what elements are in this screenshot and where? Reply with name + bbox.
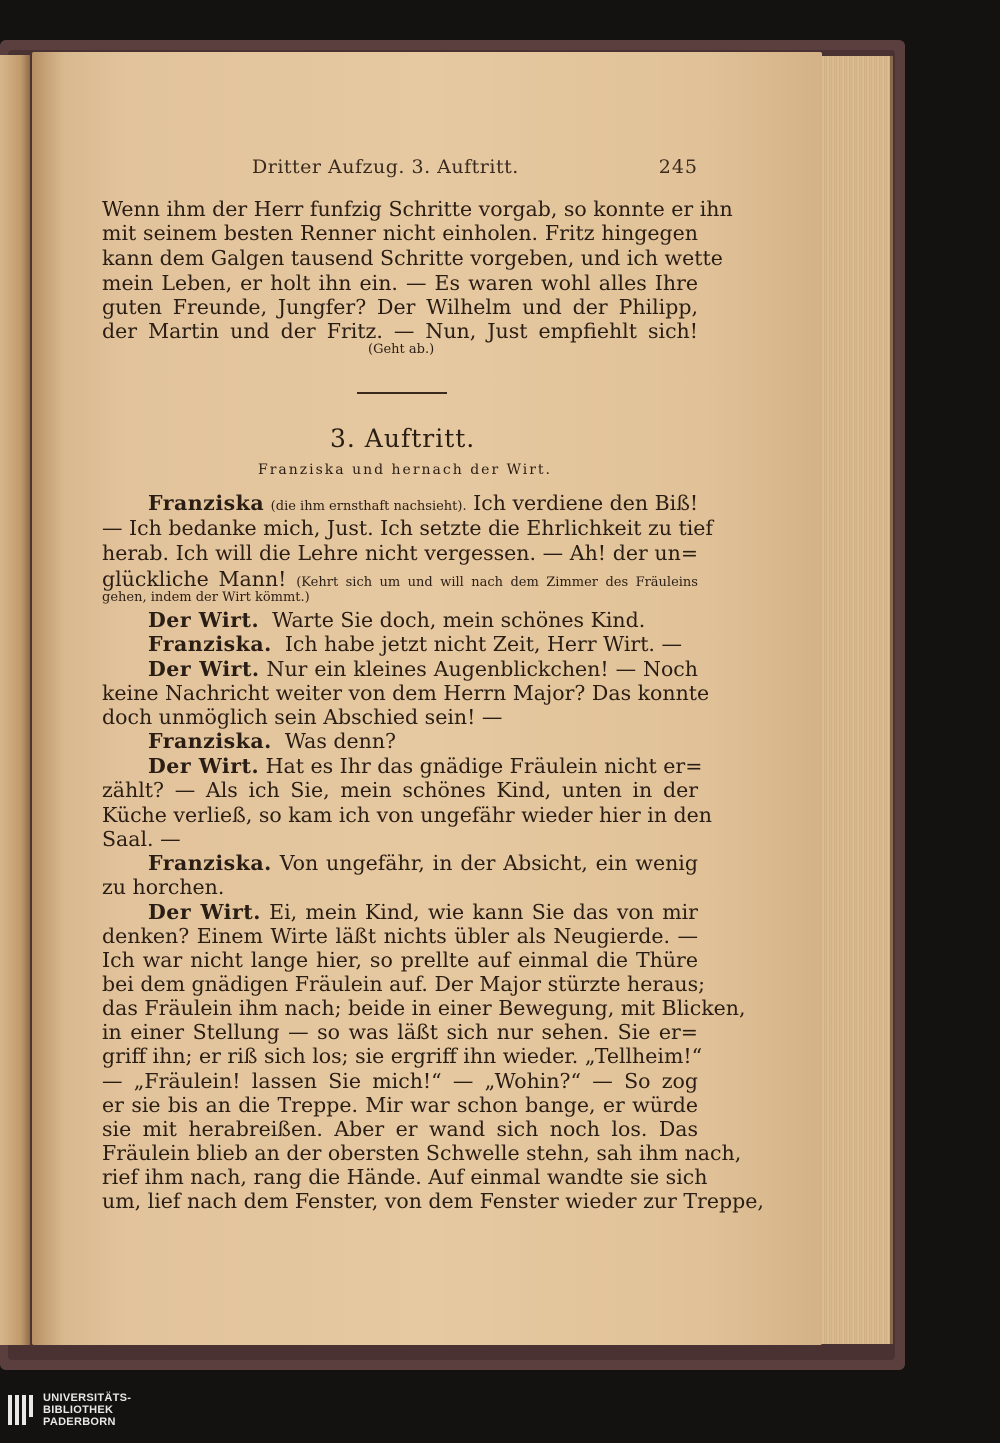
text-line: mit seinem besten Renner nicht einholen. Fritz hingegen xyxy=(102,221,698,245)
speaker-name: Franziska. xyxy=(148,729,272,753)
speaker-name: Der Wirt. xyxy=(148,657,260,681)
speaker-name: Franziska. xyxy=(148,851,272,875)
text-line: denken? Einem Wirte läßt nichts übler als Neugierde. — xyxy=(102,924,698,948)
text-line: Saal. — xyxy=(102,827,181,851)
text-line: rief ihm nach, rang die Hände. Auf einmal wandte sie sich xyxy=(102,1165,708,1189)
speech-text: Ich verdiene den Biß! xyxy=(473,491,699,515)
text-line: das Fräulein ihm nach; beide in einer Bewegung, mit Blicken, xyxy=(102,996,746,1020)
stage-direction: gehen, indem der Wirt kömmt.) xyxy=(102,590,310,605)
dialogue-line xyxy=(148,753,703,779)
left-page-edge xyxy=(0,55,30,1345)
text-line: — Ich bedanke mich, Just. Ich setzte die Ehrlichkeit zu tief xyxy=(102,516,713,540)
dialogue-line xyxy=(148,607,698,633)
text-line: er sie bis an die Treppe. Mir war schon bange, er würde xyxy=(102,1093,698,1117)
logo-line: UNIVERSITÄTS- xyxy=(43,1392,132,1404)
speech-text: glückliche Mann! xyxy=(102,567,287,591)
dialogue-line xyxy=(148,899,698,925)
dialogue-line xyxy=(148,490,698,516)
page-number: 245 xyxy=(658,156,698,178)
running-title: Dritter Aufzug. 3. Auftritt. xyxy=(252,156,519,178)
library-logo-icon xyxy=(8,1395,33,1425)
dialogue-line xyxy=(148,850,698,876)
speech-text: Ei, mein Kind, wie kann Sie das von mir xyxy=(269,900,698,924)
speaker-name: Der Wirt. xyxy=(148,608,260,632)
text-line: griff ihn; er riß sich los; sie ergriff ihn wieder. „Tellheim!“ xyxy=(102,1044,703,1068)
speaker-name: Franziska xyxy=(148,491,265,515)
speaker-name: Franziska. xyxy=(148,632,272,656)
library-logo-text xyxy=(43,1392,131,1428)
text-line: Ich war nicht lange hier, so prellte auf einmal die Thüre xyxy=(102,948,698,972)
scene-persons: Franziska und hernach der Wirt. xyxy=(258,462,552,478)
section-divider xyxy=(357,392,447,394)
text-line: zählt? — Als ich Sie, mein schönes Kind, unten in der xyxy=(102,778,698,802)
text-line: um, lief nach dem Fenster, von dem Fenster wieder zur Treppe, xyxy=(102,1189,764,1213)
text-line: Wenn ihm der Herr funfzig Schritte vorgab, so konnte er ihn xyxy=(102,197,733,221)
stage-direction: (Kehrt sich um und will nach dem Zimmer des Fräuleins xyxy=(296,575,698,590)
text-line: zu horchen. xyxy=(102,875,225,899)
text-line: doch unmöglich sein Abschied sein! — xyxy=(102,705,503,729)
text-line: — „Fräulein! lassen Sie mich!“ — „Wohin?“ — So zog xyxy=(102,1069,698,1093)
dialogue-line xyxy=(148,656,698,682)
text-line: herab. Ich will die Lehre nicht vergessen. — Ah! der un= xyxy=(102,541,698,565)
page-header xyxy=(252,156,698,182)
text-line: der Martin und der Fritz. — Nun, Just empfiehlt sich! xyxy=(102,319,698,343)
text-line: sie mit herabreißen. Aber er wand sich noch los. Das xyxy=(102,1117,698,1141)
speech-text: Ich habe jetzt nicht Zeit, Herr Wirt. — xyxy=(284,632,682,656)
text-line: Fräulein blieb an der obersten Schwelle stehn, sah ihm nach, xyxy=(102,1141,742,1165)
speech-text: Hat es Ihr das gnädige Fräulein nicht er= xyxy=(265,754,703,778)
speech-text: Nur ein kleines Augenblickchen! — Noch xyxy=(266,657,698,681)
speech-text: Von ungefähr, in der Absicht, ein wenig xyxy=(279,851,698,875)
speaker-name: Der Wirt. xyxy=(148,900,261,924)
text-line: guten Freunde, Jungfer? Der Wilhelm und der Philipp, xyxy=(102,295,698,319)
stage-direction: (Geht ab.) xyxy=(368,342,435,357)
text-line: kann dem Galgen tausend Schritte vorgeben, und ich wette xyxy=(102,246,723,270)
text-line: in einer Stellung — so was läßt sich nur sehen. Sie er= xyxy=(102,1020,698,1044)
speech-text: Was denn? xyxy=(284,729,397,753)
speaker-name: Der Wirt. xyxy=(148,754,260,778)
stage-direction: (die ihm ernsthaft nachsieht). xyxy=(270,499,467,514)
dialogue-line xyxy=(148,631,698,657)
text-line: Küche verließ, so kam ich von ungefähr wieder hier in den xyxy=(102,803,712,827)
library-logo xyxy=(8,1392,131,1428)
text-line: mein Leben, er holt ihn ein. — Es waren wohl alles Ihre xyxy=(102,271,698,295)
scene-title: 3. Auftritt. xyxy=(330,424,476,453)
text-line: bei dem gnädigen Fräulein auf. Der Major stürzte heraus; xyxy=(102,972,706,996)
text-line: keine Nachricht weiter von dem Herrn Major? Das konnte xyxy=(102,681,710,705)
logo-line: PADERBORN xyxy=(43,1416,116,1428)
logo-line: BIBLIOTHEK xyxy=(43,1404,114,1416)
speech-text: Warte Sie doch, mein schönes Kind. xyxy=(272,608,646,632)
dialogue-line xyxy=(148,728,698,754)
